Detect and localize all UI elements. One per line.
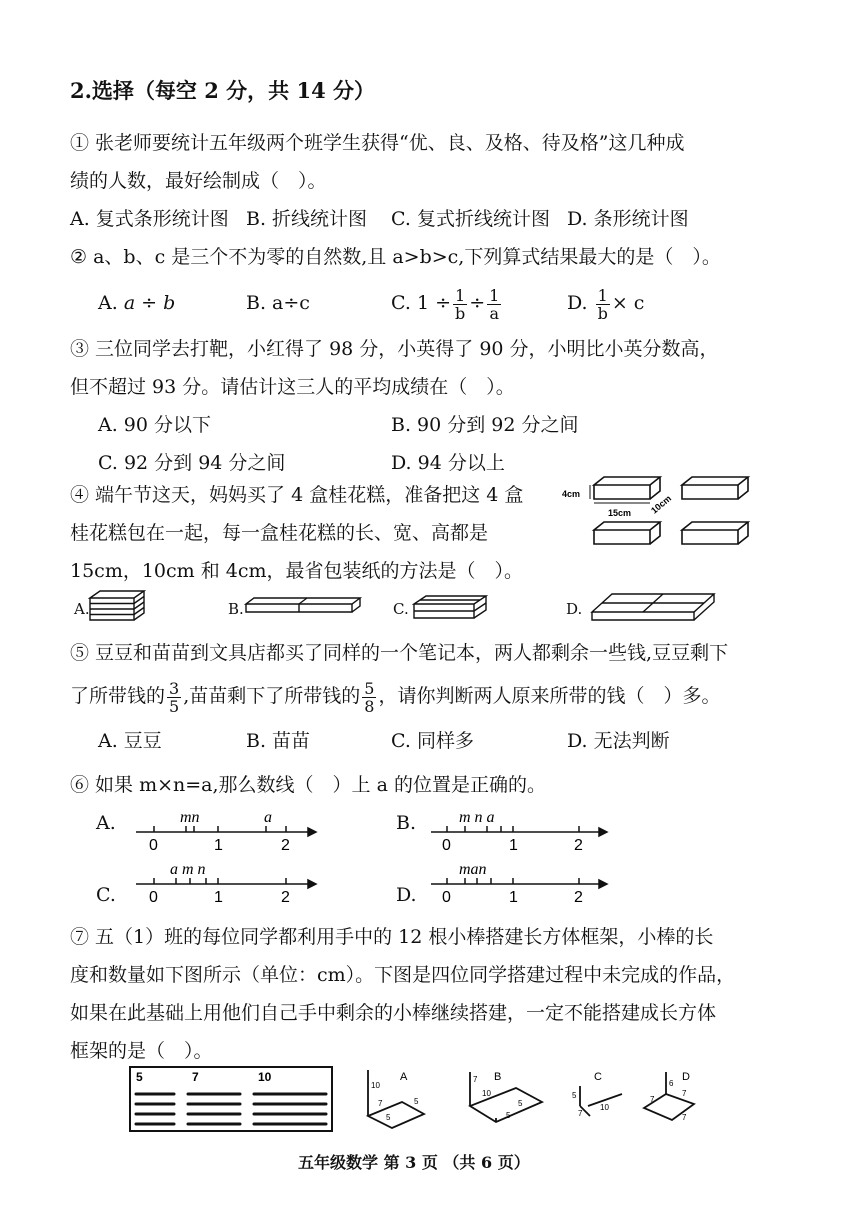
dim-length-label: 15cm — [608, 508, 632, 518]
stick-length-10: 10 — [258, 1070, 272, 1084]
tick-2: 2 — [281, 889, 290, 906]
stick-length-5: 5 — [136, 1070, 143, 1084]
q4-line3: 15cm，10cm 和 4cm，最省包装纸的方法是（ ）。 — [70, 560, 523, 582]
fig-d-edge-7c: 7 — [682, 1113, 687, 1122]
q4-line1: ④ 端午节这天，妈妈买了 4 盒桂花糕，准备把这 4 盒 — [70, 484, 524, 506]
q6-d-marks: man — [459, 861, 487, 878]
q4-box-figure — [560, 470, 760, 560]
tick-0: 0 — [149, 889, 158, 906]
q4-option-d-label: D. — [566, 600, 583, 618]
q4-option-c-label: C. — [393, 600, 409, 618]
section-title: 2.选择（每空 2 分，共 14 分） — [70, 78, 376, 103]
tick-1: 1 — [509, 837, 518, 854]
q3-line1: ③ 三位同学去打靶，小红得了 98 分，小英得了 90 分，小明比小英分数高， — [70, 338, 719, 360]
q6-option-b-label: B. — [396, 812, 417, 834]
fraction-3-5: $\frac{3}{5}$ — [169, 678, 180, 716]
tick-0: 0 — [442, 889, 451, 906]
tick-0: 0 — [442, 837, 451, 854]
q1-option-d: D. 条形统计图 — [567, 208, 689, 230]
fig-c-edge-10: 10 — [600, 1103, 609, 1112]
fig-a-edge-7: 7 — [378, 1099, 383, 1108]
q6-option-d-label: D. — [396, 884, 417, 906]
q5-option-a: A. 豆豆 — [98, 730, 162, 752]
q2-option-d: D. $\frac{1}{b}$ × c — [567, 285, 645, 323]
tick-1: 1 — [509, 889, 518, 906]
q6-number-line-b — [425, 804, 625, 854]
fraction-5-8: $\frac{5}{8}$ — [364, 678, 375, 716]
q7-figure-a — [362, 1066, 442, 1136]
q7-line3: 如果在此基础上用他们自己手中剩余的小棒继续搭建，一定不能搭建成长方体 — [70, 1002, 717, 1024]
q1-line2: 绩的人数，最好绘制成（ ）。 — [70, 170, 327, 192]
q4-option-c-block — [412, 592, 492, 624]
q5-option-b: B. 苗苗 — [246, 730, 311, 752]
q4-line2: 桂花糕包在一起，每一盒桂花糕的长、宽、高都是 — [70, 522, 489, 544]
fraction-1-over-b: $\frac{1}{b}$ — [597, 285, 608, 323]
q3-option-d: D. 94 分以上 — [391, 452, 505, 474]
q2-stem: ② a、b、c 是三个不为零的自然数,且 a>b>c,下列算式结果最大的是（ ）。 — [70, 246, 721, 268]
q5-line1: ⑤ 豆豆和苗苗到文具店都买了同样的一个笔记本，两人都剩余一些钱,豆豆剩下 — [70, 642, 729, 664]
q7-line4: 框架的是（ ）。 — [70, 1040, 213, 1062]
q5-option-c: C. 同样多 — [391, 730, 474, 752]
q4-option-b-label: B. — [228, 600, 244, 618]
fig-d-edge-6: 6 — [669, 1079, 674, 1088]
tick-1: 1 — [214, 837, 223, 854]
q7-sticks-box — [128, 1064, 338, 1136]
q6-option-c-label: C. — [96, 884, 116, 906]
fig-a-edge-10: 10 — [371, 1081, 380, 1090]
q7-figure-c — [570, 1066, 640, 1136]
fraction-1-over-a: $\frac{1}{a}$ — [489, 285, 500, 323]
q3-option-b: B. 90 分到 92 分之间 — [391, 414, 579, 436]
q1-line1: ① 张老师要统计五年级两个班学生获得“优、良、及格、待及格”这几种成 — [70, 132, 685, 154]
fig-b-label: B — [494, 1071, 502, 1083]
q2-option-b: B. a÷c — [246, 292, 310, 314]
dim-width-label: 10cm — [649, 493, 674, 516]
q6-stem: ⑥ 如果 m×n=a,那么数线（ ）上 a 的位置是正确的。 — [70, 774, 546, 796]
q7-figure-d — [642, 1066, 712, 1136]
q6-number-line-c — [130, 856, 330, 906]
q1-option-c: C. 复式折线统计图 — [391, 208, 550, 230]
fig-c-edge-7: 7 — [578, 1109, 583, 1118]
fig-a-edge-5b: 5 — [386, 1113, 391, 1122]
tick-2: 2 — [574, 837, 583, 854]
q6-c-marks: a m n — [170, 861, 206, 878]
tick-0: 0 — [149, 837, 158, 854]
q6-a-a-label: a — [264, 809, 272, 826]
q3-option-c: C. 92 分到 94 分之间 — [98, 452, 286, 474]
fig-d-edge-7a: 7 — [650, 1095, 655, 1104]
fig-a-edge-5: 5 — [414, 1097, 419, 1106]
q5-option-d: D. 无法判断 — [567, 730, 670, 752]
q6-number-line-a — [130, 804, 330, 854]
q6-b-marks: m n a — [459, 809, 495, 826]
q4-option-b-row — [244, 594, 364, 620]
q6-number-line-d — [425, 856, 625, 906]
fig-c-edge-5: 5 — [572, 1091, 577, 1100]
fig-b-edge-5: 5 — [518, 1099, 523, 1108]
stick-length-7: 7 — [192, 1070, 199, 1084]
fig-a-label: A — [400, 1071, 408, 1083]
q7-line2: 度和数量如下图所示（单位：cm）。下图是四位同学搭建过程中未完成的作品， — [70, 964, 736, 986]
dim-height-label: 4cm — [562, 489, 581, 499]
fig-b-edge-5b: 5 — [506, 1111, 511, 1120]
q6-a-mn-label: mn — [180, 809, 200, 826]
q5-line2: 了所带钱的 $\frac{3}{5}$ ,苗苗剩下了所带钱的 $\frac{5}{8}$ ，请你判断两人原来所带的钱（ ）多。 — [70, 678, 721, 716]
fig-c-label: C — [594, 1071, 602, 1083]
tick-2: 2 — [281, 837, 290, 854]
q4-option-a-stack — [88, 588, 150, 624]
q2-option-a: A. a ÷ b — [98, 292, 176, 314]
q7-line1: ⑦ 五（1）班的每位同学都利用手中的 12 根小棒搭建长方体框架，小棒的长 — [70, 926, 714, 948]
q3-line2: 但不超过 93 分。请估计这三人的平均成绩在（ ）。 — [70, 376, 515, 398]
q3-option-a: A. 90 分以下 — [98, 414, 212, 436]
fig-b-edge-7: 7 — [473, 1075, 478, 1084]
q4-option-d-slab — [590, 590, 720, 624]
fig-d-label: D — [682, 1071, 690, 1083]
tick-1: 1 — [214, 889, 223, 906]
tick-2: 2 — [574, 889, 583, 906]
fraction-1-over-b: $\frac{1}{b}$ — [454, 285, 466, 323]
q6-option-a-label: A. — [96, 812, 116, 834]
q1-option-b: B. 折线统计图 — [246, 208, 368, 230]
page-footer: 五年级数学 第 3 页 （共 6 页） — [298, 1153, 530, 1172]
q1-option-a: A. 复式条形统计图 — [70, 208, 229, 230]
q7-figure-b — [466, 1066, 546, 1136]
q2-option-c: C. 1 ÷ $\frac{1}{b}$ ÷ $\frac{1}{a}$ — [391, 285, 500, 323]
fig-d-edge-7b: 7 — [682, 1089, 687, 1098]
q4-option-a-label: A. — [74, 600, 90, 618]
fig-b-edge-10: 10 — [482, 1089, 491, 1098]
